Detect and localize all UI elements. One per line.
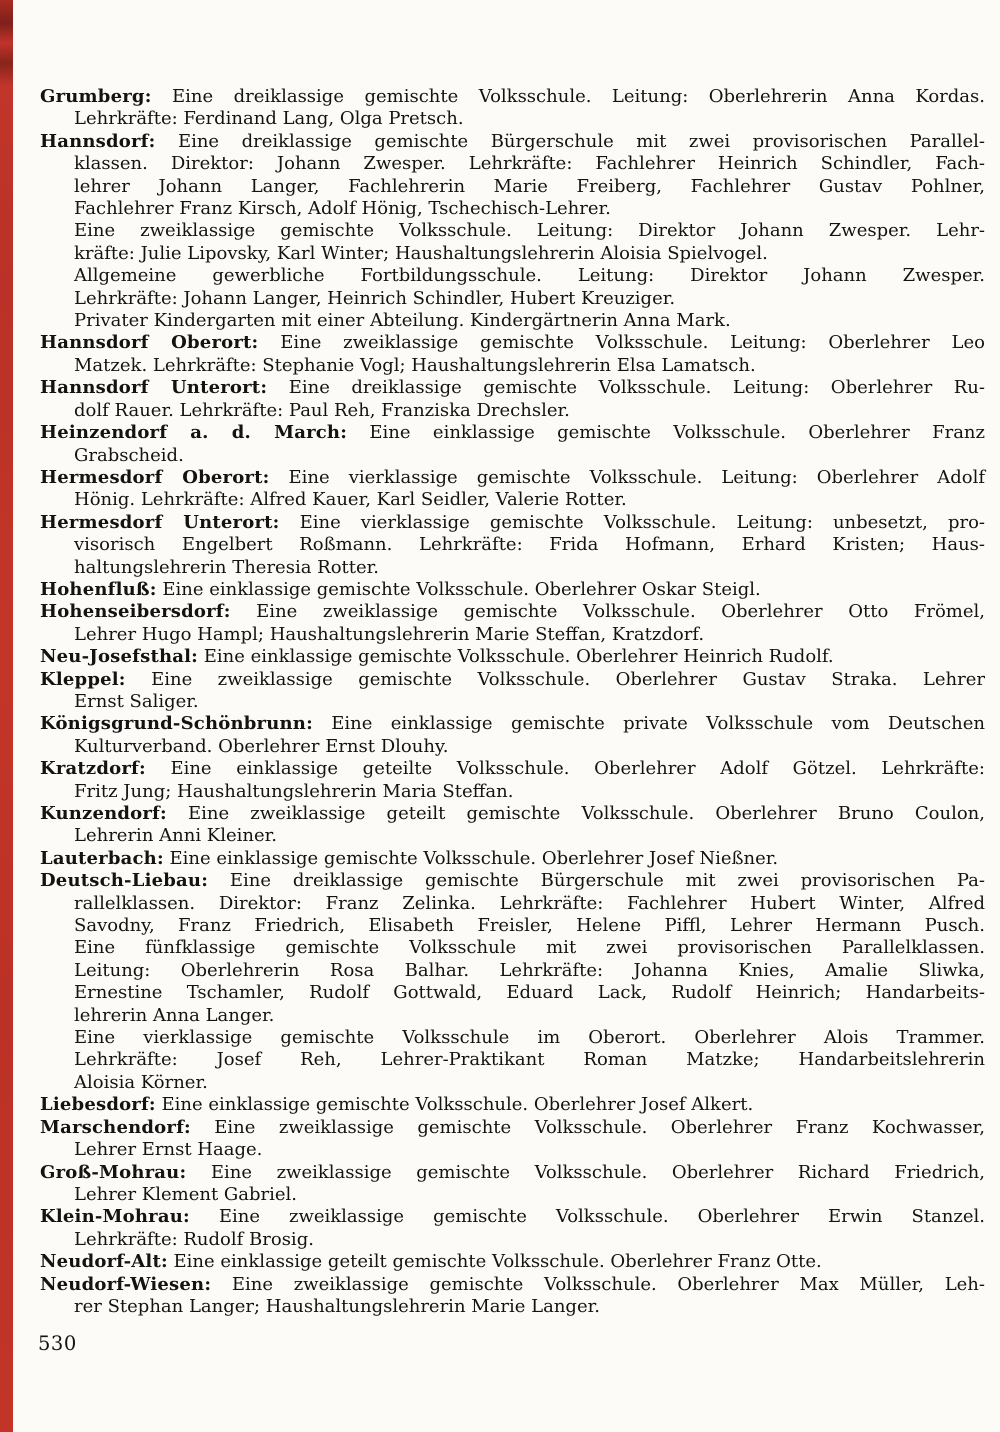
text-line: Liebesdorf: Eine einklassige gemischte Volksschule. Oberlehrer Josef Alkert. [40, 1094, 754, 1116]
entry-headword: Hohenseibersdorf: [40, 601, 231, 623]
text-line: Savodny, Franz Friedrich, Elisabeth Freisler, Helene Piffl, Lehrer Hermann Pusch. [74, 915, 985, 937]
entry-headword: Deutsch-Liebau: [40, 870, 209, 892]
directory-entry [40, 579, 985, 601]
entry-headword: Hannsdorf Unterort: [40, 377, 268, 399]
text-line: Kunzendorf: Eine zweiklassige geteilt gemischte Volksschule. Oberlehrer Bruno Coulon, [40, 803, 985, 824]
entry-headword: Hannsdorf Oberort: [40, 332, 259, 354]
text-line: Leitung: Oberlehrerin Rosa Balhar. Lehrkräfte: Johanna Knies, Amalie Sliwka, [74, 959, 985, 981]
text-line: Lehrer Hugo Hampl; Haushaltungslehrerin Marie Steffan, Kratzdorf. [74, 623, 705, 645]
text-line: Lehrer Klement Gabriel. [74, 1183, 298, 1205]
entry-headword: Marschendorf: [40, 1116, 191, 1138]
entry-headword: Liebesdorf: [40, 1094, 156, 1116]
text-line: Lehrkräfte: Johann Langer, Heinrich Schindler, Hubert Kreuziger. [74, 287, 676, 309]
page-number: 530 [38, 1332, 77, 1355]
directory-entry [40, 86, 985, 131]
entry-headword: Hannsdorf: [40, 130, 156, 152]
text-line: Hannsdorf Oberort: Eine zweiklassige gemischte Volksschule. Leitung: Oberlehrer Leo [40, 332, 986, 354]
text-line: Privater Kindergarten mit einer Abteilung. Kindergärtnerin Anna Mark. [74, 310, 731, 332]
text-line: Kulturverband. Oberlehrer Ernst Dlouhy. [74, 735, 449, 757]
text-line: Hohenfluß: Eine einklassige gemischte Volksschule. Oberlehrer Oskar Steigl. [40, 578, 761, 600]
entry-headword: Kratzdorf: [40, 758, 146, 780]
text-line: Hermesdorf Unterort: Eine vierklassige gemischte Volksschule. Leitung: unbesetzt, pro- [40, 511, 985, 533]
text-line: Ernestine Tschamler, Rudolf Gottwald, Eduard Lack, Rudolf Heinrich; Handarbeits- [74, 982, 985, 1004]
directory-entry [40, 1251, 985, 1273]
entry-headword: Groß-Mohrau: [40, 1161, 187, 1183]
text-line: Grabscheid. [74, 444, 184, 466]
text-line: rallelklassen. Direktor: Franz Zelinka. Lehrkräfte: Fachlehrer Hubert Winter, Alfred [74, 892, 985, 914]
text-line: haltungslehrerin Theresia Rotter. [74, 556, 380, 578]
text-line: Klein-Mohrau: Eine zweiklassige gemischte Volksschule. Oberlehrer Erwin Stanzel. [40, 1206, 985, 1228]
text-line: Hönig. Lehrkräfte: Alfred Kauer, Karl Seidler, Valerie Rotter. [74, 489, 627, 511]
entry-headword: Hohenfluß: [40, 578, 157, 600]
text-line: Lehrkräfte: Ferdinand Lang, Olga Pretsch. [74, 108, 464, 130]
entry-headword: Klein-Mohrau: [40, 1206, 190, 1228]
text-line: Hermesdorf Oberort: Eine vierklassige gemischte Volksschule. Leitung: Oberlehrer Adolf [40, 466, 986, 488]
text-line: Neu-Josefsthal: Eine einklassige gemischte Volksschule. Oberlehrer Heinrich Rudolf. [40, 646, 834, 668]
text-line: Königsgrund-Schönbrunn: Eine einklassige gemischte private Volksschule vom Deutschen [40, 713, 985, 735]
entry-headword: Neu-Josefsthal: [40, 646, 198, 668]
text-line: lehrerin Anna Langer. [74, 1004, 275, 1026]
text-line: Kleppel: Eine zweiklassige gemischte Volksschule. Oberlehrer Gustav Straka. Lehrer [40, 668, 985, 690]
text-line: Lehrerin Anni Kleiner. [74, 825, 278, 847]
directory-entry [40, 758, 985, 803]
entry-headword: Kleppel: [40, 668, 126, 690]
text-line: klassen. Direktor: Johann Zwesper. Lehrkräfte: Fachlehrer Heinrich Schindler, Fach- [74, 153, 985, 175]
text-line: kräfte: Julie Lipovsky, Karl Winter; Haushaltungslehrerin Aloisia Spielvogel. [74, 242, 768, 264]
directory-entry [40, 1162, 985, 1207]
entry-headword: Kunzendorf: [40, 803, 167, 824]
text-line: Lehrkräfte: Josef Reh, Lehrer-Praktikant Roman Matzke; Handarbeitslehrerin [74, 1049, 985, 1071]
directory-entry [40, 713, 985, 758]
red-edge-stripe [0, 0, 13, 1432]
text-line: Matzek. Lehrkräfte: Stephanie Vogl; Haushaltungslehrerin Elsa Lamatsch. [74, 354, 756, 376]
text-line: Kratzdorf: Eine einklassige geteilte Volksschule. Oberlehrer Adolf Götzel. Lehrkräfte: [40, 758, 985, 780]
directory-entry [40, 377, 985, 422]
text-line: Aloisia Körner. [74, 1071, 208, 1093]
directory-entry [40, 1274, 985, 1319]
text-line: Groß-Mohrau: Eine zweiklassige gemischte Volksschule. Oberlehrer Richard Friedrich, [40, 1161, 985, 1183]
directory-entry [40, 848, 985, 870]
directory-entry [40, 512, 985, 579]
text-line: rer Stephan Langer; Haushaltungslehrerin Marie Langer. [74, 1295, 600, 1317]
directory-entry [40, 870, 985, 1094]
text-line: Hohenseibersdorf: Eine zweiklassige gemischte Volksschule. Oberlehrer Otto Frömel, [40, 601, 985, 623]
directory-entry [40, 803, 985, 848]
entry-headword: Hermesdorf Oberort: [40, 466, 270, 488]
entry-headword: Königsgrund-Schönbrunn: [40, 713, 313, 735]
text-line: Fritz Jung; Haushaltungslehrerin Maria Steffan. [74, 780, 514, 802]
directory-entry [40, 646, 985, 668]
text-line: Neudorf-Wiesen: Eine zweiklassige gemischte Volksschule. Oberlehrer Max Müller, Leh- [40, 1273, 985, 1295]
text-line: Hannsdorf Unterort: Eine dreiklassige gemischte Volksschule. Leitung: Oberlehrer Ru- [40, 377, 985, 399]
directory-entry [40, 467, 985, 512]
text-line: Fachlehrer Franz Kirsch, Adolf Hönig, Tschechisch-Lehrer. [74, 198, 611, 220]
text-line: Eine fünfklassige gemischte Volksschule mit zwei provisorischen Parallelklassen. [74, 937, 985, 959]
text-line: Heinzendorf a. d. March: Eine einklassige gemischte Volksschule. Oberlehrer Franz [40, 422, 986, 444]
text-line: Neudorf-Alt: Eine einklassige geteilt gemischte Volksschule. Oberlehrer Franz Otte. [40, 1251, 822, 1273]
entry-headword: Lauterbach: [40, 847, 164, 869]
entry-headword: Heinzendorf a. d. March: [40, 422, 348, 444]
text-block [40, 86, 985, 1318]
text-line: dolf Rauer. Lehrkräfte: Paul Reh, Franziska Drechsler. [74, 399, 570, 421]
text-line: Grumberg: Eine dreiklassige gemischte Volksschule. Leitung: Oberlehrerin Anna Kordas. [40, 86, 985, 107]
entry-headword: Hermesdorf Unterort: [40, 511, 280, 533]
text-line: Marschendorf: Eine zweiklassige gemischte Volksschule. Oberlehrer Franz Kochwasser, [40, 1116, 985, 1138]
text-line: Allgemeine gewerbliche Fortbildungsschule. Leitung: Direktor Johann Zwesper. [74, 265, 985, 287]
text-line: Eine vierklassige gemischte Volksschule im Oberort. Oberlehrer Alois Trammer. [74, 1027, 985, 1049]
directory-entry [40, 332, 985, 377]
entry-headword: Neudorf-Wiesen: [40, 1273, 212, 1295]
directory-entry [40, 422, 985, 467]
text-line: Lehrer Ernst Haage. [74, 1139, 263, 1161]
text-line: Lauterbach: Eine einklassige gemischte Volksschule. Oberlehrer Josef Nießner. [40, 847, 779, 869]
text-line: Eine zweiklassige gemischte Volksschule. Leitung: Direktor Johann Zwesper. Lehr- [74, 220, 985, 242]
text-line: visorisch Engelbert Roßmann. Lehrkräfte: Frida Hofmann, Erhard Kristen; Haus- [74, 534, 985, 556]
text-line: lehrer Johann Langer, Fachlehrerin Marie Freiberg, Fachlehrer Gustav Pohlner, [74, 175, 985, 197]
entry-headword: Neudorf-Alt: [40, 1251, 168, 1273]
text-line: Hannsdorf: Eine dreiklassige gemischte Bürgerschule mit zwei provisorischen Parallel- [40, 130, 985, 152]
directory-entry [40, 1117, 985, 1162]
directory-entry [40, 1094, 985, 1116]
directory-entry [40, 1206, 985, 1251]
text-line: Deutsch-Liebau: Eine dreiklassige gemischte Bürgerschule mit zwei provisorischen Pa- [40, 870, 985, 892]
entry-headword: Grumberg: [40, 86, 152, 107]
directory-entry [40, 601, 985, 646]
text-line: Ernst Saliger. [74, 690, 199, 712]
directory-entry [40, 669, 985, 714]
text-line: Lehrkräfte: Rudolf Brosig. [74, 1228, 314, 1250]
directory-entry [40, 131, 985, 333]
